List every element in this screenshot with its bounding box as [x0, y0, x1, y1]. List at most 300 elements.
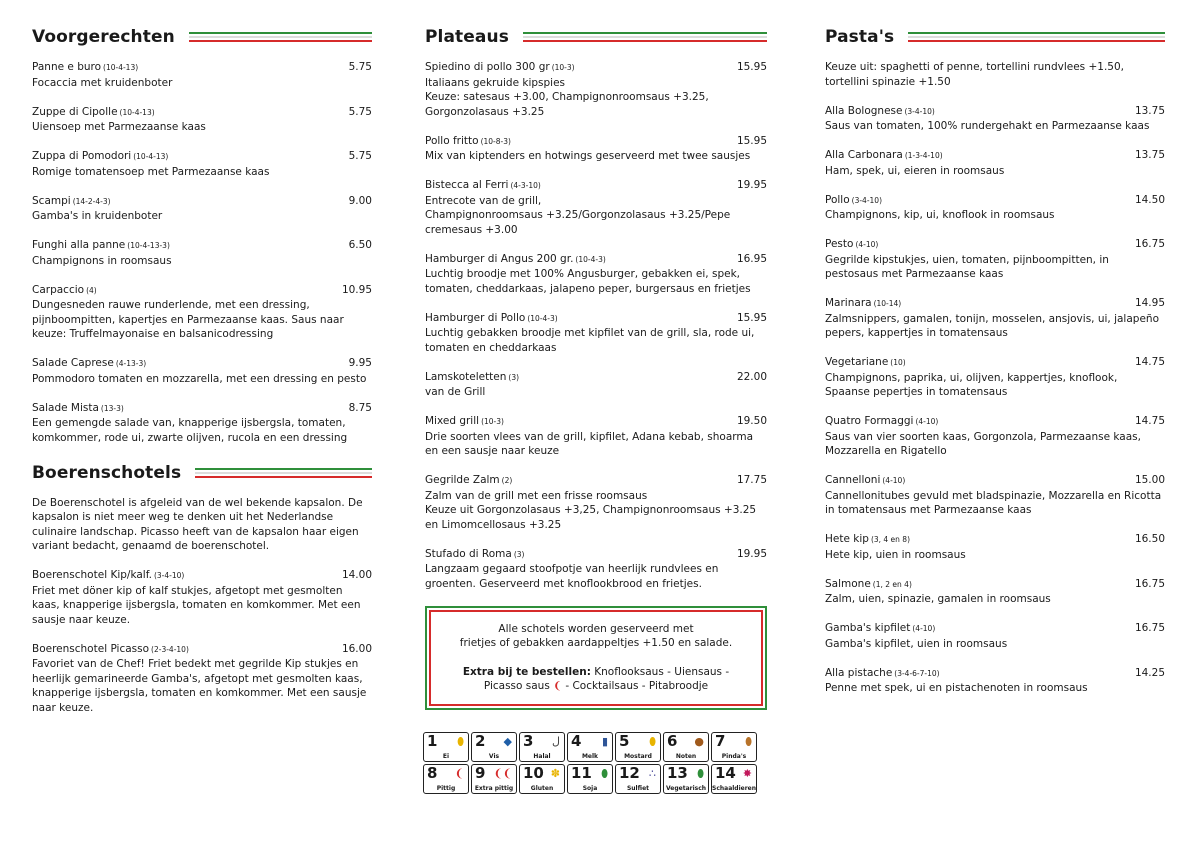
- serving-note-box: [425, 606, 767, 710]
- menu-item: [825, 414, 1165, 459]
- menu-item-name: Quatro Formaggi: [825, 415, 914, 427]
- allergen-label: Extra pittig: [474, 785, 514, 792]
- menu-item-name: Scampi: [32, 194, 71, 207]
- allergen-number: 12: [619, 764, 640, 782]
- menu-item-name: Mixed grill: [425, 415, 480, 427]
- menu-item-description: Saus van tomaten, 100% rundergehakt en Parmezaanse kaas: [825, 120, 1150, 132]
- menu-item-price: 15.00: [1134, 474, 1165, 486]
- menu-item-description: Champignons, kip, ui, knoflook in roomsaus: [825, 209, 1055, 221]
- menu-item-header: [825, 148, 1165, 164]
- menu-item-name: Marinara: [825, 297, 872, 309]
- allergen-row: [423, 732, 768, 762]
- note-extra-text: Picasso saus: [483, 680, 550, 692]
- allergen-number: 5: [619, 732, 630, 750]
- allergen-tile: [471, 732, 517, 762]
- menu-item-description: Cannellonitubes gevuld met bladspinazie, Mozzarella en Ricotta in tomatensaus met Parmezaanse kaas: [825, 489, 1162, 516]
- allergen-number: 10: [523, 764, 544, 782]
- allergen-label: Schaaldieren: [712, 785, 757, 792]
- allergen-number: 6: [667, 732, 678, 750]
- menu-item-header: [32, 149, 372, 165]
- allergen-tile: [663, 764, 709, 794]
- menu-item-description: Favoriet van de Chef! Friet bedekt met gegrilde Kip stukjes en heerlijk gemarineerde Gamba's, afgetopt met gesmolten kaas, knapperige ijsbergsla, tomaten en komkommer. Met een sausje naar keuze.: [32, 658, 367, 714]
- menu-item-name: Alla Carbonara: [825, 149, 903, 161]
- menu-item-name: Salmone: [825, 577, 871, 590]
- menu-item-title: [425, 252, 606, 268]
- menu-item-name: Salade Caprese: [32, 357, 114, 369]
- section-header-boerenschotels: [32, 460, 372, 486]
- menu-item-name: Panne e buro: [32, 61, 102, 73]
- menu-item-price: 13.75: [1134, 104, 1165, 117]
- section-title: Boerenschotels: [32, 462, 182, 483]
- menu-item-name: Lamskoteletten: [425, 370, 507, 383]
- menu-item-title: [825, 621, 935, 637]
- menu-item-title: [32, 105, 155, 121]
- menu-item-price: 19.95: [736, 547, 767, 560]
- menu-item-price: 17.75: [736, 474, 767, 486]
- plateaus-list: [425, 60, 767, 591]
- halal-icon: ل: [552, 735, 560, 748]
- menu-item-title: [32, 642, 189, 658]
- menu-item-header: [32, 105, 372, 121]
- menu-item-description: Romige tomatensoep met Parmezaanse kaas: [32, 165, 270, 178]
- menu-item-description: Focaccia met kruidenboter: [32, 76, 173, 89]
- menu-item: [32, 642, 372, 716]
- voorgerechten-list: [32, 60, 372, 445]
- menu-item-price: 16.75: [1134, 622, 1165, 634]
- allergen-legend: [423, 732, 768, 796]
- allergen-codes: (14-2-4-3): [72, 196, 111, 206]
- menu-item-title: [425, 473, 512, 489]
- note-extra-text: - Cocktailsaus - Pitabroodje: [565, 680, 709, 692]
- menu-item-title: [825, 414, 938, 430]
- menu-item: [825, 104, 1165, 134]
- menu-item-description: Champignons, paprika, ui, olijven, kappertjes, knoflook, Spaanse pepertjes in tomatensaus: [825, 371, 1118, 398]
- menu-item-price: 16.50: [1134, 533, 1165, 545]
- menu-item: [32, 283, 372, 342]
- menu-item: [32, 194, 372, 224]
- menu-item-description: van de Grill: [425, 386, 486, 398]
- allergen-label: Vis: [488, 753, 500, 760]
- menu-item-header: [825, 355, 1165, 371]
- allergen-codes: (3, 4 en 8): [870, 535, 911, 544]
- note-extra-label: Extra bij te bestellen:: [462, 665, 591, 678]
- menu-item-price: 8.75: [348, 401, 372, 414]
- menu-item-name: Vegetariane: [825, 356, 889, 368]
- menu-item-title: [825, 296, 901, 312]
- menu-item-title: [425, 311, 558, 327]
- menu-item-header: [425, 178, 767, 194]
- menu-item-header: [825, 621, 1165, 637]
- menu-item-name: Gegrilde Zalm: [425, 474, 500, 486]
- menu-item-header: [32, 238, 372, 254]
- menu-item: [32, 149, 372, 179]
- menu-item-header: [825, 473, 1165, 489]
- menu-item: [425, 178, 767, 237]
- menu-item-title: [32, 568, 184, 584]
- allergen-codes: (4-3-10): [510, 181, 541, 190]
- peanut-icon: ⬮: [745, 735, 752, 748]
- menu-item-name: Alla pistache: [825, 666, 893, 679]
- allergen-number: 11: [571, 764, 592, 782]
- italian-flag-stripes: [908, 32, 1165, 42]
- wheat-icon: ✽: [550, 767, 560, 780]
- allergen-codes: (10-4-13): [133, 152, 169, 161]
- menu-item-name: Pesto: [825, 238, 854, 250]
- allergen-label: Pinda's: [721, 753, 747, 760]
- menu-item: [425, 311, 767, 356]
- allergen-codes: (10-14): [873, 299, 902, 308]
- menu-item-header: [825, 193, 1165, 209]
- menu-item-name: Hamburger di Angus 200 gr.: [425, 252, 574, 265]
- menu-item: [32, 60, 372, 90]
- allergen-tile: [615, 732, 661, 762]
- menu-item-header: [32, 568, 372, 584]
- allergen-codes: (3): [513, 549, 525, 559]
- menu-item-price: 5.75: [348, 150, 372, 162]
- menu-item-name: Pollo fritto: [425, 134, 479, 147]
- menu-item-name: Hamburger di Pollo: [425, 311, 526, 324]
- allergen-number: 13: [667, 764, 688, 782]
- menu-item: [825, 296, 1165, 341]
- menu-item: [825, 237, 1165, 282]
- allergen-label: Melk: [581, 753, 599, 760]
- note-extra-text: Knoflooksaus - Uiensaus -: [594, 665, 730, 678]
- menu-item-description: Entrecote van de grill,: [425, 194, 542, 207]
- menu-item-price: 16.00: [341, 642, 372, 655]
- grapes-icon: ∴: [649, 767, 656, 780]
- menu-item-header: [825, 414, 1165, 430]
- allergen-row: [423, 764, 768, 794]
- menu-item: [425, 414, 767, 459]
- menu-item-name: Hete kip: [825, 533, 869, 545]
- menu-item-name: Stufado di Roma: [425, 547, 512, 560]
- menu-item-price: 15.95: [736, 61, 767, 73]
- menu-item-price: 6.50: [348, 239, 372, 251]
- allergen-codes: (3-4-10): [904, 106, 935, 116]
- allergen-codes: (3-4-10): [851, 195, 882, 205]
- menu-item-name: Bistecca al Ferri: [425, 179, 509, 191]
- allergen-number: 4: [571, 732, 582, 750]
- section-header-pastas: [825, 24, 1165, 50]
- allergen-codes: (10-3): [551, 63, 575, 72]
- menu-item-description: Ham, spek, ui, eieren in roomsaus: [825, 164, 1005, 177]
- menu-item-header: [825, 532, 1165, 548]
- menu-item-name: Gamba's kipfilet: [825, 622, 911, 634]
- soy-icon: ⬮: [601, 767, 608, 780]
- allergen-tile: [711, 764, 757, 794]
- allergen-codes: (3-4-10): [153, 571, 185, 580]
- italian-flag-stripes: [189, 32, 372, 42]
- menu-item-price: 19.95: [736, 179, 767, 191]
- menu-item-header: [425, 311, 767, 327]
- menu-item-description: Champignons in roomsaus: [32, 254, 172, 267]
- menu-item-title: [825, 577, 912, 593]
- note-line: frietjes of gebakken aardappeltjes +1.50 en salade.: [459, 637, 733, 649]
- menu-item-name: Boerenschotel Picasso: [32, 642, 150, 655]
- menu-item-name: Zuppa di Pomodori: [32, 150, 132, 162]
- menu-item-header: [425, 252, 767, 268]
- menu-item: [825, 148, 1165, 178]
- menu-item-title: [32, 149, 168, 165]
- menu-item: [32, 238, 372, 268]
- menu-item: [825, 355, 1165, 400]
- menu-item-description: Drie soorten vlees van de grill, kipfilet, Adana kebab, shoarma en een sausje naar keuze: [425, 430, 754, 457]
- menu-item-options: Keuze: satesaus +3.00, Champignonroomsaus +3.25, Gorgonzolasaus +3.25: [425, 91, 709, 118]
- menu-item: [425, 370, 767, 400]
- menu-item: [825, 193, 1165, 223]
- section-title: Voorgerechten: [32, 27, 175, 47]
- menu-item: [825, 621, 1165, 651]
- menu-item-title: [825, 193, 882, 209]
- menu-item-title: [425, 60, 575, 76]
- allergen-tile: [663, 732, 709, 762]
- menu-item: [425, 134, 767, 164]
- menu-item: [425, 60, 767, 119]
- menu-item-price: 14.25: [1134, 666, 1165, 679]
- section-title: Plateaus: [425, 27, 509, 47]
- menu-item-price: 5.75: [348, 61, 372, 73]
- menu-item-title: [32, 194, 111, 210]
- menu-item-description: Mix van kiptenders en hotwings geserveerd met twee sausjes: [425, 150, 751, 162]
- menu-item-title: [425, 370, 519, 386]
- menu-item-name: Zuppe di Cipolle: [32, 105, 118, 118]
- menu-item: [825, 473, 1165, 518]
- menu-item-description: Italiaans gekruide kipspies: [425, 76, 566, 89]
- menu-item-description: Hete kip, uien in roomsaus: [825, 548, 966, 561]
- menu-item-price: 14.75: [1134, 356, 1165, 368]
- menu-item-description: Friet met döner kip of kalf stukjes, afgetopt met gesmolten kaas, knapperige ijsbergsla, tomaten en komkommer. Met een sausje naar keuze.: [32, 584, 361, 626]
- chili-icon: ❨: [553, 680, 562, 692]
- menu-item-header: [32, 60, 372, 76]
- menu-item-name: Boerenschotel Kip/kalf.: [32, 569, 152, 581]
- menu-item-name: Carpaccio: [32, 283, 85, 296]
- menu-item-description: Een gemengde salade van, knapperige ijsbergsla, tomaten, komkommer, rode ui, zwarte olijven, rucola en een dressing: [32, 417, 348, 444]
- menu-item-description: Penne met spek, ui en pistachenoten in roomsaus: [825, 682, 1088, 694]
- hot-chili-icon: ❨❨: [493, 767, 512, 780]
- allergen-tile: [519, 732, 565, 762]
- section-header-voorgerechten: [32, 24, 372, 50]
- chili-icon: ❨: [454, 767, 464, 780]
- allergen-codes: (4-10): [912, 624, 936, 633]
- menu-item-price: 22.00: [736, 370, 767, 383]
- boerenschotels-list: [32, 568, 372, 715]
- menu-item-price: 16.95: [736, 252, 767, 265]
- menu-item: [825, 666, 1165, 696]
- menu-item-price: 13.75: [1134, 149, 1165, 161]
- menu-item-description: Saus van vier soorten kaas, Gorgonzola, Parmezaanse kaas, Mozzarella en Rigatello: [825, 430, 1141, 457]
- menu-item-name: Funghi alla panne: [32, 239, 126, 251]
- menu-item-price: 19.50: [736, 415, 767, 427]
- menu-item-header: [425, 547, 767, 563]
- menu-item-title: [825, 355, 906, 371]
- menu-item-price: 9.00: [348, 194, 372, 207]
- menu-item-header: [425, 134, 767, 150]
- menu-item-header: [825, 666, 1165, 682]
- allergen-tile: [567, 732, 613, 762]
- menu-item-title: [32, 401, 124, 417]
- section-title: Pasta's: [825, 27, 895, 47]
- allergen-codes: (4-10): [882, 476, 906, 485]
- allergen-number: 7: [715, 732, 726, 750]
- fish-icon: ◆: [503, 735, 512, 748]
- allergen-tile: [615, 764, 661, 794]
- menu-item-options: Keuze uit Gorgonzolasaus +3,25, Champignonroomsaus +3.25 en Limomcellosaus +3.25: [425, 504, 757, 531]
- egg-icon: ⬮: [457, 735, 464, 748]
- menu-item-header: [32, 356, 372, 372]
- menu-item-title: [825, 666, 940, 682]
- column-right: [825, 24, 1165, 710]
- menu-item-price: 15.95: [736, 134, 767, 147]
- allergen-codes: (1, 2 en 4): [872, 579, 912, 589]
- allergen-codes: (4-10): [855, 240, 879, 249]
- menu-item-title: [425, 414, 504, 430]
- note-extra: [437, 665, 755, 680]
- allergen-label: Halal: [533, 753, 551, 760]
- menu-item-header: [425, 473, 767, 489]
- allergen-codes: (3): [508, 372, 520, 382]
- milk-icon: ▮: [601, 735, 608, 748]
- pastas-list: [825, 104, 1165, 696]
- allergen-tile: [519, 764, 565, 794]
- allergen-codes: (10): [890, 358, 906, 367]
- menu-item-header: [425, 60, 767, 76]
- menu-item-title: [425, 178, 541, 194]
- pastas-intro: Keuze uit: spaghetti of penne, tortellini rundvlees +1.50, tortellini spinazie +1.50: [825, 61, 1124, 88]
- column-left: [32, 24, 372, 730]
- menu-item-description: Zalm van de grill met een frisse roomsaus: [425, 489, 648, 502]
- allergen-number: 9: [475, 764, 486, 782]
- menu-item-title: [825, 473, 905, 489]
- menu-item-description: Langzaam gegaard stoofpotje van heerlijk rundvlees en groenten. Geserveerd met knoflookbrood en frietjes.: [425, 563, 719, 590]
- allergen-codes: (10-4-3): [527, 313, 558, 323]
- allergen-label: Mostard: [624, 753, 652, 760]
- menu-item-title: [32, 238, 170, 254]
- allergen-number: 3: [523, 732, 534, 750]
- menu-item: [425, 252, 767, 297]
- allergen-number: 14: [715, 764, 736, 782]
- menu-item-price: 5.75: [348, 105, 372, 118]
- allergen-codes: (4-13-3): [115, 359, 147, 368]
- allergen-label: Sulfiet: [626, 785, 650, 792]
- section-header-plateaus: [425, 24, 767, 50]
- menu-item-description: Gamba's kipfilet, uien in roomsaus: [825, 637, 1008, 650]
- crab-icon: ✸: [742, 767, 752, 780]
- menu-item-name: Alla Bolognese: [825, 104, 903, 117]
- menu-item: [425, 473, 767, 532]
- menu-item-price: 10.95: [341, 283, 372, 296]
- menu-item-description: Zalm, uien, spinazie, gamalen in roomsaus: [825, 593, 1051, 605]
- allergen-label: Ei: [442, 753, 450, 760]
- menu-item: [32, 401, 372, 446]
- allergen-codes: (1-3-4-10): [904, 151, 943, 160]
- menu-item-price: 14.75: [1134, 415, 1165, 427]
- allergen-codes: (13-3): [100, 403, 124, 413]
- allergen-codes: (10-4-13): [103, 63, 139, 72]
- menu-item: [825, 577, 1165, 607]
- menu-item-title: [825, 148, 943, 164]
- menu-item: [425, 547, 767, 592]
- italian-flag-stripes: [195, 468, 372, 478]
- menu-item-header: [32, 194, 372, 210]
- menu-item-header: [825, 104, 1165, 120]
- menu-item-description: Pommodoro tomaten en mozzarella, met een dressing en pesto: [32, 372, 367, 385]
- allergen-tile: [423, 764, 469, 794]
- menu-item-title: [425, 547, 524, 563]
- allergen-number: 1: [427, 732, 438, 750]
- leaf-icon: ⬮: [697, 767, 704, 780]
- menu-item-name: Pollo: [825, 193, 850, 206]
- menu-item-price: 15.95: [736, 311, 767, 324]
- note-extra: [437, 679, 755, 694]
- allergen-codes: (2-3-4-10): [151, 644, 189, 654]
- allergen-codes: (10-3): [481, 417, 504, 426]
- menu-item-price: 14.50: [1134, 193, 1165, 206]
- menu-item-header: [425, 414, 767, 430]
- menu-item-name: Spiedino di pollo 300 gr: [425, 61, 550, 73]
- allergen-label: Gluten: [530, 785, 554, 792]
- menu-item-description: Uiensoep met Parmezaanse kaas: [32, 121, 206, 133]
- menu-item-header: [32, 283, 372, 299]
- menu-item-title: [32, 356, 146, 372]
- allergen-codes: (10-4-3): [575, 254, 606, 264]
- allergen-codes: (10-4-13-3): [127, 241, 170, 250]
- menu-item-title: [825, 532, 910, 548]
- menu-item: [32, 568, 372, 627]
- menu-item-name: Cannelloni: [825, 474, 881, 486]
- allergen-number: 2: [475, 732, 486, 750]
- menu-item-options: Champignonroomsaus +3.25/Gorgonzolasaus +3.25/Pepe cremesaus +3.00: [425, 209, 731, 236]
- menu-item-price: 16.75: [1134, 577, 1165, 590]
- allergen-tile: [423, 732, 469, 762]
- menu-item-header: [425, 370, 767, 386]
- menu-item-description: Dungesneden rauwe runderlende, met een dressing, pijnboompitten, kapertjes en Parmezaanse kaas. Saus naar keuze: Truffelmayonaise en balsanicodressing: [32, 299, 344, 340]
- menu-item-description: Gamba's in kruidenboter: [32, 210, 163, 222]
- menu-item-price: 14.95: [1134, 297, 1165, 309]
- menu-item-description: Luchtig broodje met 100% Angusburger, gebakken ei, spek, tomaten, cheddarkaas, jalapeno peper, burgersaus en frietjes: [425, 268, 751, 295]
- menu-item-title: [32, 60, 138, 76]
- column-middle: [425, 24, 767, 710]
- boerenschotels-intro: De Boerenschotel is afgeleid van de wel bekende kapsalon. De kapsalon is niet meer weg te denken uit het Nederlandse culinaire landschap. Picasso heeft van de kapsalon haar eigen variant bedacht, genaamd de boerenschotel.: [32, 496, 363, 552]
- allergen-codes: (2): [501, 476, 513, 485]
- menu-item-name: Salade Mista: [32, 401, 99, 414]
- allergen-codes: (10-8-3): [480, 136, 511, 146]
- allergen-label: Soja: [582, 785, 598, 792]
- note-line: Alle schotels worden geserveerd met: [498, 622, 694, 635]
- mustard-icon: ⬮: [649, 735, 656, 748]
- menu-item-price: 14.00: [341, 569, 372, 581]
- allergen-tile: [471, 764, 517, 794]
- allergen-codes: (4-10): [915, 417, 939, 426]
- allergen-label: Pittig: [436, 785, 456, 792]
- menu-item-title: [425, 134, 511, 150]
- menu-item-title: [825, 237, 878, 253]
- menu-item: [825, 532, 1165, 562]
- menu-item-price: 16.75: [1134, 238, 1165, 250]
- menu-item-header: [825, 237, 1165, 253]
- allergen-codes: (10-4-13): [119, 107, 155, 117]
- menu-item: [32, 105, 372, 135]
- menu-item: [32, 356, 372, 386]
- nut-icon: ●: [694, 735, 704, 748]
- menu-item-header: [825, 296, 1165, 312]
- menu-item-header: [32, 642, 372, 658]
- menu-item-description: Gegrilde kipstukjes, uien, tomaten, pijnboompitten, in pestosaus met Parmezaanse kaas: [825, 253, 1109, 280]
- allergen-tile: [567, 764, 613, 794]
- menu-item-header: [825, 577, 1165, 593]
- menu-item-description: Zalmsnippers, gamalen, tonijn, mosselen, ansjovis, ui, jalapeño pepers, kappertjes in tomatensaus: [825, 312, 1159, 339]
- allergen-codes: (4): [86, 285, 97, 295]
- menu-item-title: [825, 104, 935, 120]
